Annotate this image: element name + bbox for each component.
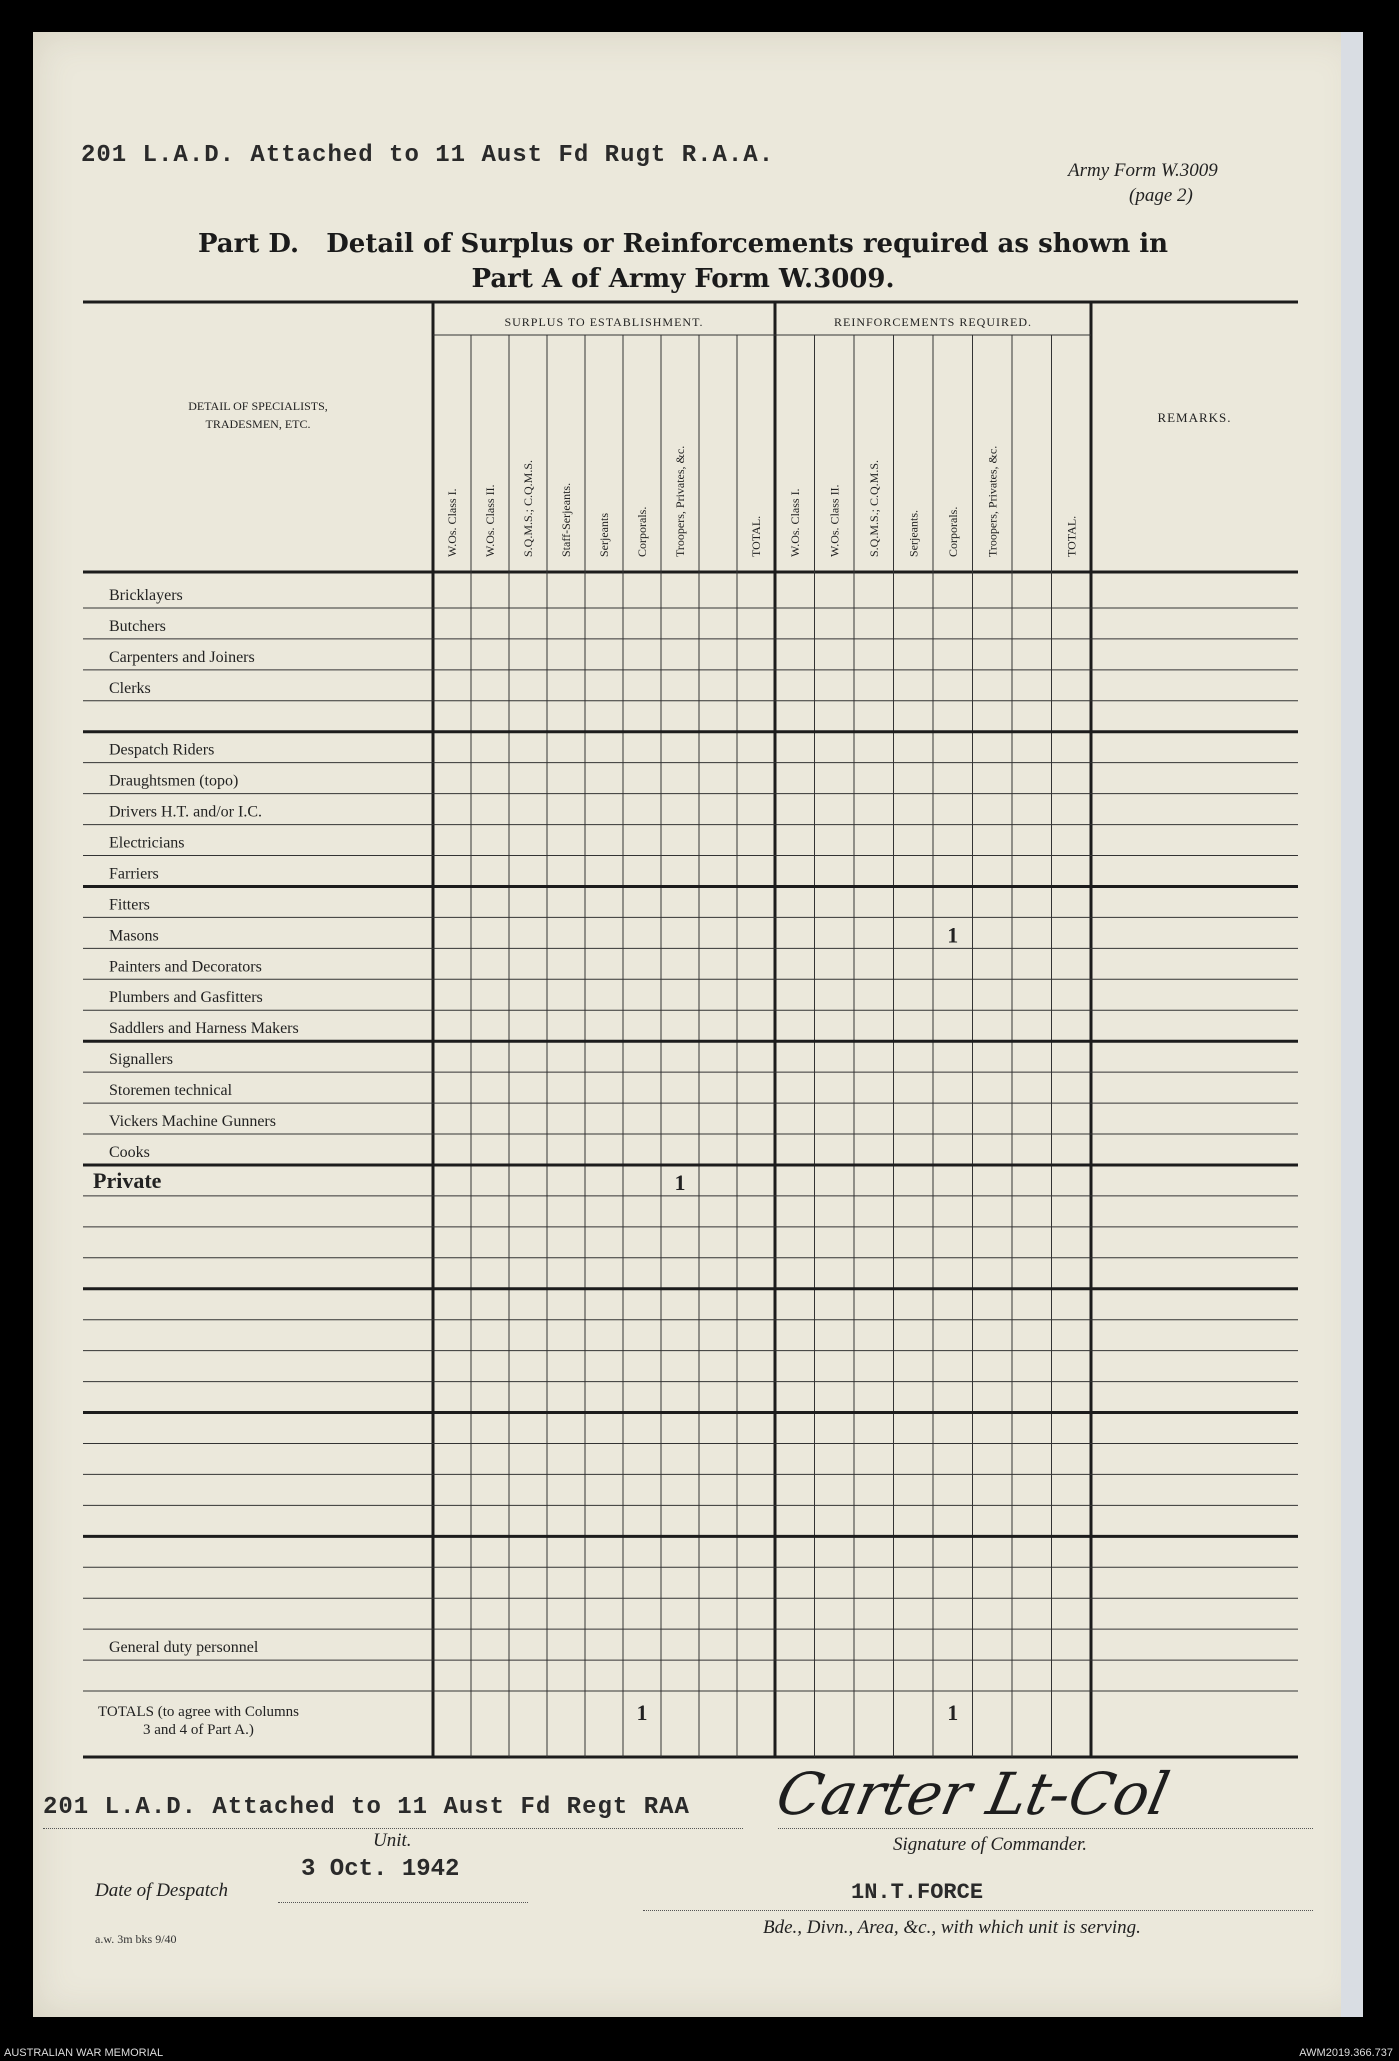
row-label: Vickers Machine Gunners — [109, 1113, 276, 1131]
row-label: General duty personnel — [109, 1639, 259, 1657]
entry-value: 1 — [674, 1169, 686, 1195]
date-typed: 3 Oct. 1942 — [301, 1856, 460, 1883]
reinforcement-col-header: S.Q.M.S.; C.Q.M.S. — [866, 459, 881, 557]
reinforcement-col-header: TOTAL. — [1064, 515, 1079, 557]
signature-label: Signature of Commander. — [893, 1834, 1088, 1855]
row-label: Cooks — [109, 1143, 150, 1161]
row-label: Carpenters and Joiners — [109, 648, 255, 666]
reinforcement-col-header: W.Os. Class I. — [787, 488, 802, 557]
surplus-col-header: Corporals. — [635, 506, 649, 557]
unit-label: Unit. — [373, 1830, 412, 1851]
row-label: Butchers — [109, 617, 166, 635]
row-label: Signallers — [109, 1051, 173, 1069]
reinforcement-col-header: W.Os. Class II. — [827, 484, 842, 557]
unit-line — [43, 1828, 743, 1829]
surplus-col-header: W.Os. Class II. — [483, 484, 497, 557]
title-line-1: Part D. Detail of Surplus or Reinforcements required as shown in — [197, 229, 1169, 259]
row-label: Private — [93, 1167, 162, 1193]
row-label: Drivers H.T. and/or I.C. — [109, 803, 262, 821]
row-label: Farriers — [109, 865, 159, 883]
row-label: Saddlers and Harness Makers — [109, 1020, 299, 1038]
row-label: Masons — [109, 927, 159, 945]
surplus-col-header: TOTAL. — [749, 515, 763, 557]
footer-unit-typed: 201 L.A.D. Attached to 11 Aust Fd Regt RAA — [43, 1794, 690, 1821]
commander-signature: Carter Lt-Col — [770, 1760, 1175, 1828]
entry-value: 1 — [636, 1700, 648, 1725]
formation-line — [643, 1910, 1313, 1911]
entry-value: 1 — [947, 1700, 959, 1725]
row-label: Bricklayers — [109, 586, 183, 604]
formation-label: Bde., Divn., Area, &c., with which unit is serving. — [763, 1917, 1141, 1938]
row-label: Despatch Riders — [109, 741, 215, 759]
surplus-col-header: W.Os. Class I. — [445, 488, 459, 557]
row-label: Painters and Decorators — [109, 958, 262, 976]
surplus-col-header: Troopers, Privates, &c. — [673, 445, 687, 557]
row-label: Plumbers and Gasfitters — [109, 989, 263, 1007]
remarks-header: REMARKS. — [1157, 410, 1232, 425]
detail-header-line2: TRADESMEN, ETC. — [205, 417, 311, 431]
reinforcement-col-header: Corporals. — [945, 506, 960, 557]
surplus-col-header: S.Q.M.S.; C.Q.M.S. — [521, 459, 535, 557]
detail-header-line1: DETAIL OF SPECIALISTS, — [188, 399, 328, 413]
surplus-header: SURPLUS TO ESTABLISHMENT. — [504, 315, 704, 329]
formation-typed: 1N.T.FORCE — [851, 1880, 984, 1905]
title-line-2: Part A of Army Form W.3009. — [471, 264, 895, 294]
header-unit-typed: 201 L.A.D. Attached to 11 Aust Fd Rugt R.A.A. — [81, 142, 775, 169]
surplus-col-header: Serjeants — [597, 513, 611, 557]
date-label: Date of Despatch — [95, 1880, 228, 1901]
row-label: Fitters — [109, 896, 150, 914]
surplus-col-header: Staff-Serjeants. — [559, 482, 573, 557]
reinforcement-col-header: Troopers, Privates, &c. — [985, 445, 1000, 557]
form-sheet — [33, 32, 1363, 2017]
signature-line — [778, 1828, 1313, 1829]
form-table — [33, 32, 1363, 2017]
entry-value: 1 — [947, 922, 959, 948]
reinforcement-col-header: Serjeants. — [906, 510, 921, 557]
totals-label-line1: TOTALS (to agree with Columns — [98, 1704, 299, 1721]
date-line — [278, 1902, 528, 1903]
archive-caption-left: AUSTRALIAN WAR MEMORIAL — [4, 2047, 164, 2059]
form-page: (page 2) — [1129, 185, 1193, 206]
row-label: Clerks — [109, 679, 151, 697]
form-id: Army Form W.3009 — [1068, 160, 1218, 181]
row-label: Electricians — [109, 834, 185, 852]
row-label: Storemen technical — [109, 1082, 233, 1100]
reinforcements-header: REINFORCEMENTS REQUIRED. — [833, 315, 1033, 329]
row-label: Draughtsmen (topo) — [109, 772, 239, 790]
print-code: a.w. 3m bks 9/40 — [95, 1932, 177, 1946]
totals-label-line2: 3 and 4 of Part A.) — [143, 1722, 254, 1739]
archive-caption-right: AWM2019.366.737 — [1299, 2047, 1393, 2059]
